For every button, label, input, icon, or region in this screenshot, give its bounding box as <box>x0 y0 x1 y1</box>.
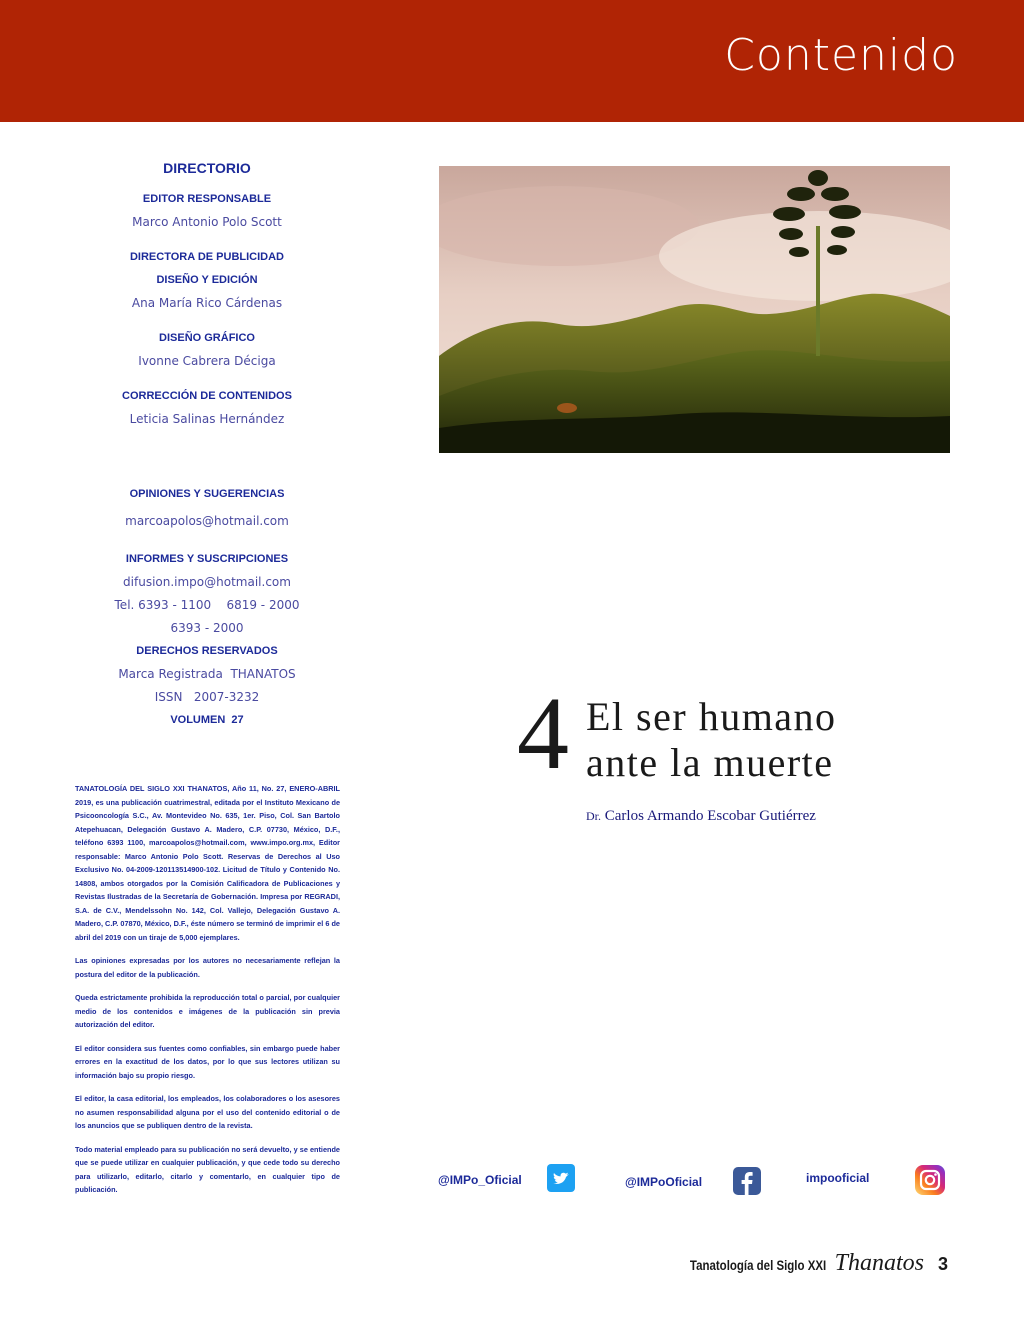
page-title: Contenido <box>724 30 958 81</box>
article-number: 4 <box>517 676 569 791</box>
facebook-handle[interactable]: @IMPoOficial <box>625 1175 703 1189</box>
article-title-line-1: El ser humano <box>586 694 837 739</box>
legal-notice <box>75 782 340 1207</box>
phone-line-2: 6393 - 2000 <box>170 621 244 635</box>
reports-role: INFORMES Y SUSCRIPCIONES <box>125 553 289 565</box>
editor-name: Marco Antonio Polo Scott <box>132 215 282 229</box>
twitter-icon[interactable] <box>547 1164 575 1192</box>
instagram-icon[interactable] <box>915 1165 943 1193</box>
article-entry[interactable] <box>517 676 937 838</box>
rights-role: DERECHOS RESERVADOS <box>136 645 278 657</box>
legal-paragraph: Las opiniones expresadas por los autores no necesariamente reflejan la postura del editor de la publicación. <box>75 956 340 979</box>
trademark: Marca Registrada THANATOS <box>118 667 296 681</box>
legal-paragraph: TANATOLOGÍA DEL SIGLO XXI THANATOS, Año 11, No. 27, ENERO-ABRIL 2019, es una publicación cuatrimestral, editada por el Instituto Mexicano de Psicooncología S.C., Av. Montevideo No. 635, 1er. Piso, Col. San Bartolo Atepehuacan, Delegación Gustavo A. Madero, C.P. 07730, México, D.F., teléfono 6393 1100, marcoapolos@hotmail.com, www.impo.org.mx, Editor responsable: Marco Antonio Polo Scott. Reservas de Derechos al Uso Exclusivo No. 04-2009-120113514900-102. Licitud de Título y Contenido No. 14808, ambos otorgados por la Comisión Calificadora de Publicaciones y Revistas Ilustradas de la Secretaría de Gobernación. Impresa por REGRADI, S.A. de C.V., Mendelssohn No. 142, Col. Vallejo, Delegación Gustavo A. Madero, C.P. 07870, México, D.F., éste número se terminó de imprimir el 6 de abril del 2019 con un tiraje de 5,000 ejemplares. <box>75 784 340 942</box>
publicity-role: DIRECTORA DE PUBLICIDAD <box>129 251 284 263</box>
design-edition-role: DISEÑO Y EDICIÓN <box>156 274 258 286</box>
header-bar <box>0 0 1024 122</box>
article-title-line-2: ante la muerte <box>586 740 834 785</box>
article-title <box>586 694 837 786</box>
issn: ISSN 2007-3232 <box>154 690 260 704</box>
directory-heading: DIRECTORIO <box>163 160 251 176</box>
reports-email[interactable]: difusion.impo@hotmail.com <box>123 575 291 589</box>
legal-paragraph: Todo material empleado para su publicación no será devuelto, y se entiende que se puede utilizar en cualquier publicación, y que cede todo su derecho para utilizarlo, editarlo, citarlo y comentarlo, en cualquier tipo de publicación. <box>75 1144 340 1194</box>
correction-role: CORRECCIÓN DE CONTENIDOS <box>122 390 292 402</box>
article-author <box>586 808 816 825</box>
directory-panel <box>72 160 342 732</box>
phone-line-1: Tel. 6393 - 1100 6819 - 2000 <box>114 598 300 612</box>
instagram-handle[interactable]: impooficial <box>806 1171 870 1185</box>
publicity-name: Ana María Rico Cárdenas <box>131 296 283 310</box>
correction-name: Leticia Salinas Hernández <box>129 412 285 426</box>
legal-paragraph: Queda estrictamente prohibida la reproducción total o parcial, por cualquier medio de los contenidos e imágenes de la publicación sin previa autorización del editor. <box>75 993 340 1029</box>
opinions-role: OPINIONES Y SUGERENCIAS <box>129 488 285 500</box>
graphic-design-name: Ivonne Cabrera Déciga <box>138 354 276 368</box>
author-prefix: Dr. <box>586 809 601 823</box>
volume: VOLUMEN 27 <box>170 714 244 726</box>
page-number: 3 <box>937 1254 948 1274</box>
legal-paragraph: El editor considera sus fuentes como confiables, sin embargo puede haber errores en la exactitud de los datos, por lo que sus lectores utilizan su información bajo su propio riesgo. <box>75 1043 340 1080</box>
editor-role: EDITOR RESPONSABLE <box>142 193 272 205</box>
graphic-design-role: DISEÑO GRÁFICO <box>159 332 255 344</box>
opinions-email[interactable]: marcoapolos@hotmail.com <box>125 514 289 528</box>
landscape-photo <box>439 166 950 453</box>
page-footer <box>660 1250 948 1276</box>
legal-paragraph: El editor, la casa editorial, los empleados, los colaboradores o los asesores no asumen responsabilidad alguna por el uso del contenido editorial o de los anuncios que se publiquen dentro de la revista. <box>75 1094 340 1130</box>
author-name: Carlos Armando Escobar Gutiérrez <box>601 808 816 824</box>
footer-publication: Tanatología del Siglo XXI <box>690 1257 827 1273</box>
facebook-icon[interactable] <box>733 1167 761 1195</box>
twitter-handle[interactable]: @IMPo_Oficial <box>438 1173 522 1187</box>
footer-brand-logo: Thanatos <box>834 1250 924 1276</box>
